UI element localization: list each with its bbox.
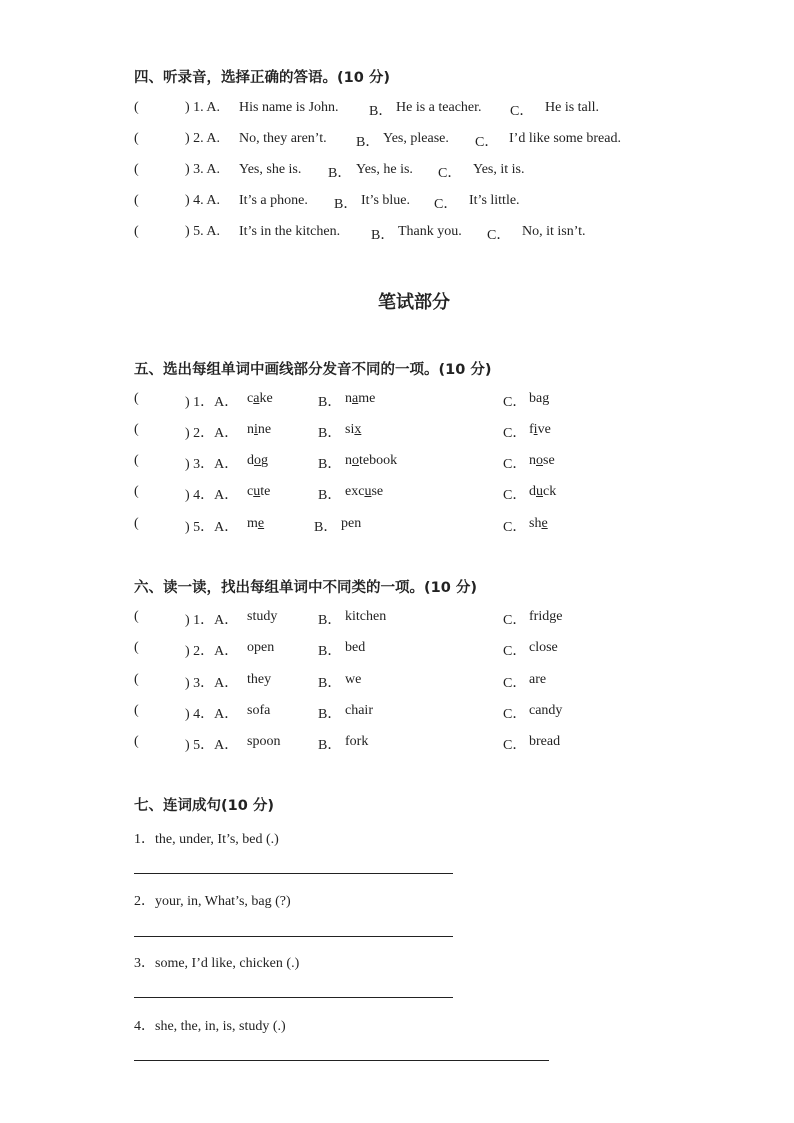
- option-a: Yes, she is.: [239, 162, 302, 177]
- phonics-question-4: [0, 484, 794, 502]
- option-c: bread: [529, 734, 561, 749]
- scrambled-words: she, the, in, is, study (.): [155, 1019, 286, 1034]
- section-6-title: 六、读一读，找出每组单词中不同类的一项。(10 分): [134, 580, 477, 596]
- category-question-5: [0, 734, 794, 752]
- category-question-3: [0, 672, 794, 690]
- question-number: ) 5. A.: [185, 224, 220, 239]
- option-c: I’d like some bread.: [509, 131, 621, 146]
- answer-paren[interactable]: (: [134, 131, 139, 146]
- option-a: His name is John.: [239, 100, 339, 115]
- answer-line-4[interactable]: [134, 1060, 549, 1061]
- underlined-letter: a: [352, 391, 359, 406]
- phonics-question-2: [0, 422, 794, 440]
- question-number: ) 4．A．: [185, 488, 239, 503]
- section-5-title: 五、选出每组单词中画线部分发音不同的一项。(10 分): [134, 362, 492, 378]
- option-c: He is tall.: [545, 100, 600, 115]
- option-b-label: B．: [318, 488, 342, 503]
- option-a: No, they aren’t.: [239, 131, 327, 146]
- answer-paren[interactable]: (: [134, 640, 139, 655]
- underlined-letter: a: [253, 391, 260, 406]
- option-c-label: C．: [503, 644, 527, 659]
- underlined-letter: g: [542, 391, 550, 406]
- option-a-word: dog: [247, 453, 268, 468]
- option-b: It’s blue.: [361, 193, 410, 208]
- option-a-word: cake: [247, 391, 273, 406]
- option-c-label: C．: [503, 426, 527, 441]
- underlined-letter: o: [352, 453, 359, 468]
- option-c-label: C．: [503, 738, 527, 753]
- sentence-question-3: [134, 952, 299, 972]
- option-b-word: six: [345, 422, 362, 437]
- listening-question-4: [0, 193, 794, 211]
- option-a-word: cute: [247, 484, 271, 499]
- underlined-letter: o: [536, 453, 543, 468]
- option-c-word: five: [529, 422, 551, 437]
- option-a: study: [247, 609, 278, 624]
- option-a: they: [247, 672, 272, 687]
- option-c-word: nose: [529, 453, 555, 468]
- answer-paren[interactable]: (: [134, 100, 139, 115]
- answer-paren[interactable]: (: [134, 224, 139, 239]
- listening-question-3: [0, 162, 794, 180]
- option-b-label: B．: [356, 135, 380, 150]
- listening-question-5: [0, 224, 794, 242]
- question-number: ) 5．A．: [185, 520, 239, 535]
- underlined-letter: e: [257, 516, 265, 531]
- option-c: Yes, it is.: [473, 162, 525, 177]
- underlined-letter: u: [253, 484, 261, 499]
- option-c-label: C．: [510, 104, 534, 119]
- question-number: ) 3．A．: [185, 676, 239, 691]
- sentence-question-1: [134, 828, 279, 848]
- question-number: ) 1．A．: [185, 613, 239, 628]
- listening-question-1: [0, 100, 794, 118]
- option-c-label: C．: [487, 228, 511, 243]
- scrambled-words: some, I’d like, chicken (.): [155, 956, 300, 971]
- answer-paren[interactable]: (: [134, 672, 139, 687]
- listening-question-2: [0, 131, 794, 149]
- answer-paren[interactable]: (: [134, 734, 139, 749]
- option-a: open: [247, 640, 275, 655]
- option-c: It’s little.: [469, 193, 520, 208]
- question-number: ) 4．A．: [185, 707, 239, 722]
- sentence-question-4: [134, 1015, 286, 1035]
- option-b-label: B．: [318, 426, 342, 441]
- question-number: ) 4. A.: [185, 193, 220, 208]
- question-number: ) 5．A．: [185, 738, 239, 753]
- question-number: 3．: [134, 956, 155, 971]
- question-number: 2．: [134, 894, 155, 909]
- question-number: 1．: [134, 832, 155, 847]
- answer-paren[interactable]: (: [134, 609, 139, 624]
- category-question-4: [0, 703, 794, 721]
- option-c: candy: [529, 703, 563, 718]
- answer-paren[interactable]: (: [134, 516, 139, 531]
- option-b: kitchen: [345, 609, 387, 624]
- option-c-label: C．: [503, 520, 527, 535]
- option-b: Yes, please.: [383, 131, 449, 146]
- option-a-word: me: [247, 516, 265, 531]
- question-number: ) 3．A．: [185, 457, 239, 472]
- option-b-label: B．: [334, 197, 358, 212]
- answer-line-2[interactable]: [134, 936, 453, 937]
- option-b-label: B．: [318, 395, 342, 410]
- option-c-word: she: [529, 516, 548, 531]
- answer-paren[interactable]: (: [134, 391, 139, 406]
- category-question-1: [0, 609, 794, 627]
- question-number: ) 3. A.: [185, 162, 220, 177]
- option-b-label: B．: [318, 644, 342, 659]
- option-b-label: B．: [371, 228, 395, 243]
- question-number: ) 2．A．: [185, 644, 239, 659]
- option-a: It’s in the kitchen.: [239, 224, 341, 239]
- option-c-label: C．: [503, 707, 527, 722]
- underlined-letter: i: [533, 422, 538, 437]
- option-b-label: B．: [318, 738, 342, 753]
- option-c: are: [529, 672, 547, 687]
- underlined-letter: i: [254, 422, 258, 437]
- option-b-label: B．: [318, 707, 342, 722]
- written-part-title: 笔试部分: [378, 292, 450, 313]
- option-b: fork: [345, 734, 369, 749]
- option-b: chair: [345, 703, 373, 718]
- option-c-label: C．: [434, 197, 458, 212]
- option-c-label: C．: [503, 613, 527, 628]
- answer-paren[interactable]: (: [134, 422, 139, 437]
- option-b: He is a teacher.: [396, 100, 482, 115]
- option-b: Yes, he is.: [356, 162, 413, 177]
- option-b-label: B．: [318, 676, 342, 691]
- option-c-label: C．: [503, 676, 527, 691]
- option-c-label: C．: [503, 488, 527, 503]
- option-a: It’s a phone.: [239, 193, 308, 208]
- option-b-label: B．: [369, 104, 393, 119]
- option-c: close: [529, 640, 558, 655]
- option-b-word: pen: [341, 516, 362, 531]
- question-number: ) 2．A．: [185, 426, 239, 441]
- option-b-word: notebook: [345, 453, 398, 468]
- option-c-word: duck: [529, 484, 557, 499]
- answer-paren[interactable]: (: [134, 453, 139, 468]
- answer-paren[interactable]: (: [134, 193, 139, 208]
- question-number: ) 1．A．: [185, 395, 239, 410]
- scrambled-words: your, in, What’s, bag (?): [155, 894, 291, 909]
- section-7-title: 七、连词成句(10 分): [134, 798, 274, 814]
- option-b: we: [345, 672, 362, 687]
- option-b-label: B．: [328, 166, 352, 181]
- underlined-letter: e: [541, 516, 548, 531]
- option-b-label: B．: [314, 520, 338, 535]
- option-c: fridge: [529, 609, 563, 624]
- option-b-label: B．: [318, 613, 342, 628]
- phonics-question-5: [0, 516, 794, 534]
- phonics-question-1: [0, 391, 794, 409]
- question-number: 4．: [134, 1019, 155, 1034]
- option-c-label: C．: [438, 166, 462, 181]
- option-b-word: name: [345, 391, 376, 406]
- answer-paren[interactable]: (: [134, 703, 139, 718]
- option-a: spoon: [247, 734, 281, 749]
- option-c: No, it isn’t.: [522, 224, 586, 239]
- answer-line-1[interactable]: [134, 873, 453, 874]
- question-number: ) 1. A.: [185, 100, 220, 115]
- phonics-question-3: [0, 453, 794, 471]
- underlined-letter: u: [364, 484, 372, 499]
- sentence-question-2: [134, 890, 291, 910]
- option-c-word: bag: [529, 391, 550, 406]
- underlined-letter: x: [354, 422, 362, 437]
- answer-paren[interactable]: (: [134, 162, 139, 177]
- option-b-label: B．: [318, 457, 342, 472]
- underlined-letter: o: [254, 453, 261, 468]
- question-number: ) 2. A.: [185, 131, 220, 146]
- option-c-label: C．: [475, 135, 499, 150]
- category-question-2: [0, 640, 794, 658]
- option-b-word: excuse: [345, 484, 384, 499]
- underlined-letter: u: [536, 484, 543, 499]
- scrambled-words: the, under, It’s, bed (.): [155, 832, 279, 847]
- option-c-label: C．: [503, 395, 527, 410]
- option-a: sofa: [247, 703, 271, 718]
- option-b: bed: [345, 640, 366, 655]
- section-4-title: 四、听录音，选择正确的答语。(10 分): [134, 70, 390, 86]
- answer-paren[interactable]: (: [134, 484, 139, 499]
- answer-line-3[interactable]: [134, 997, 453, 998]
- option-c-label: C．: [503, 457, 527, 472]
- option-a-word: nine: [247, 422, 272, 437]
- option-b: Thank you.: [398, 224, 462, 239]
